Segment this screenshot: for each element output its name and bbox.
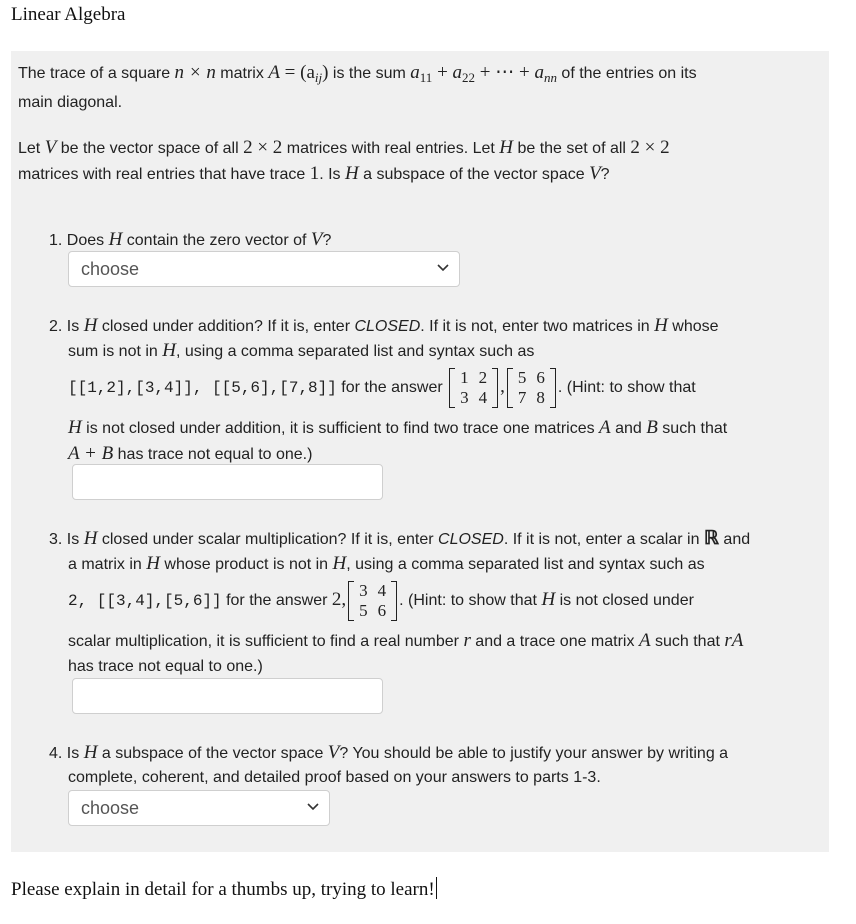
- question-3-example: 2, [[3,4],[5,6]] for the answer 2, 3 4 5 6 . (Hint: to show that H is not closed under: [68, 580, 694, 620]
- scalar-answer-input[interactable]: [72, 678, 383, 714]
- page-title: Linear Algebra: [11, 4, 126, 25]
- question-2: 2. Is H closed under addition? If it is, enter CLOSED. If it is not, enter two matrices in H whose: [49, 315, 719, 336]
- addition-answer-input[interactable]: [72, 464, 383, 500]
- subspace-select[interactable]: choose: [68, 790, 330, 826]
- example-matrix-c: 3 4 5 6: [348, 581, 397, 621]
- zero-vector-select[interactable]: choose: [68, 251, 460, 287]
- text-cursor: [436, 877, 437, 899]
- chevron-down-icon: [307, 803, 319, 811]
- question-2-example: [[1,2],[3,4]], [[5,6],[7,8]] for the answer 1 2 3 4 , 5 6 7 8 . (Hint: to show that: [68, 367, 696, 407]
- question-4-line2: complete, coherent, and detailed proof based on your answers to parts 1-3.: [68, 769, 601, 786]
- question-2-hint: H is not closed under addition, it is sufficient to find two trace one matrices A and B such that A + B has trace not equal to one.): [68, 417, 728, 464]
- intro-paragraph: The trace of a square n × n matrix $A = (a_{ij})$ is the sum $a_{11} + a_{22}$ + ⋯ + $a_{nn}$ of the entries on its main diagonal.: [18, 62, 697, 112]
- setup-paragraph: Let V be the vector space of all 2 × 2 matrices with real entries. Let H be the set of all 2 × 2 matrices with real entries that have trace 1. Is H a subspace of the vector space V?: [18, 137, 670, 184]
- question-4: 4. Is H a subspace of the vector space V? You should be able to justify your answer by writing a: [49, 742, 729, 763]
- question-2-line2: sum is not in H, using a comma separated list and syntax such as: [68, 340, 535, 361]
- example-matrix-a: 1 2 3 4: [449, 368, 498, 408]
- comment-text[interactable]: Please explain in detail for a thumbs up, trying to learn!: [11, 879, 435, 900]
- problem-panel: [11, 51, 829, 852]
- question-3: 3. Is H closed under scalar multiplication? If it is, enter CLOSED. If it is not, enter a scalar in ℝ and: [49, 528, 751, 549]
- question-3-line2: a matrix in H whose product is not in H, using a comma separated list and syntax such as: [68, 553, 705, 574]
- example-matrix-b: 5 6 7 8: [507, 368, 556, 408]
- chevron-down-icon: [437, 264, 449, 272]
- question-3-hint: scalar multiplication, it is sufficient to find a real number r and a trace one matrix A such that rA has trace not equal to one.): [68, 630, 744, 675]
- question-1: 1. Does H contain the zero vector of V?: [49, 229, 332, 250]
